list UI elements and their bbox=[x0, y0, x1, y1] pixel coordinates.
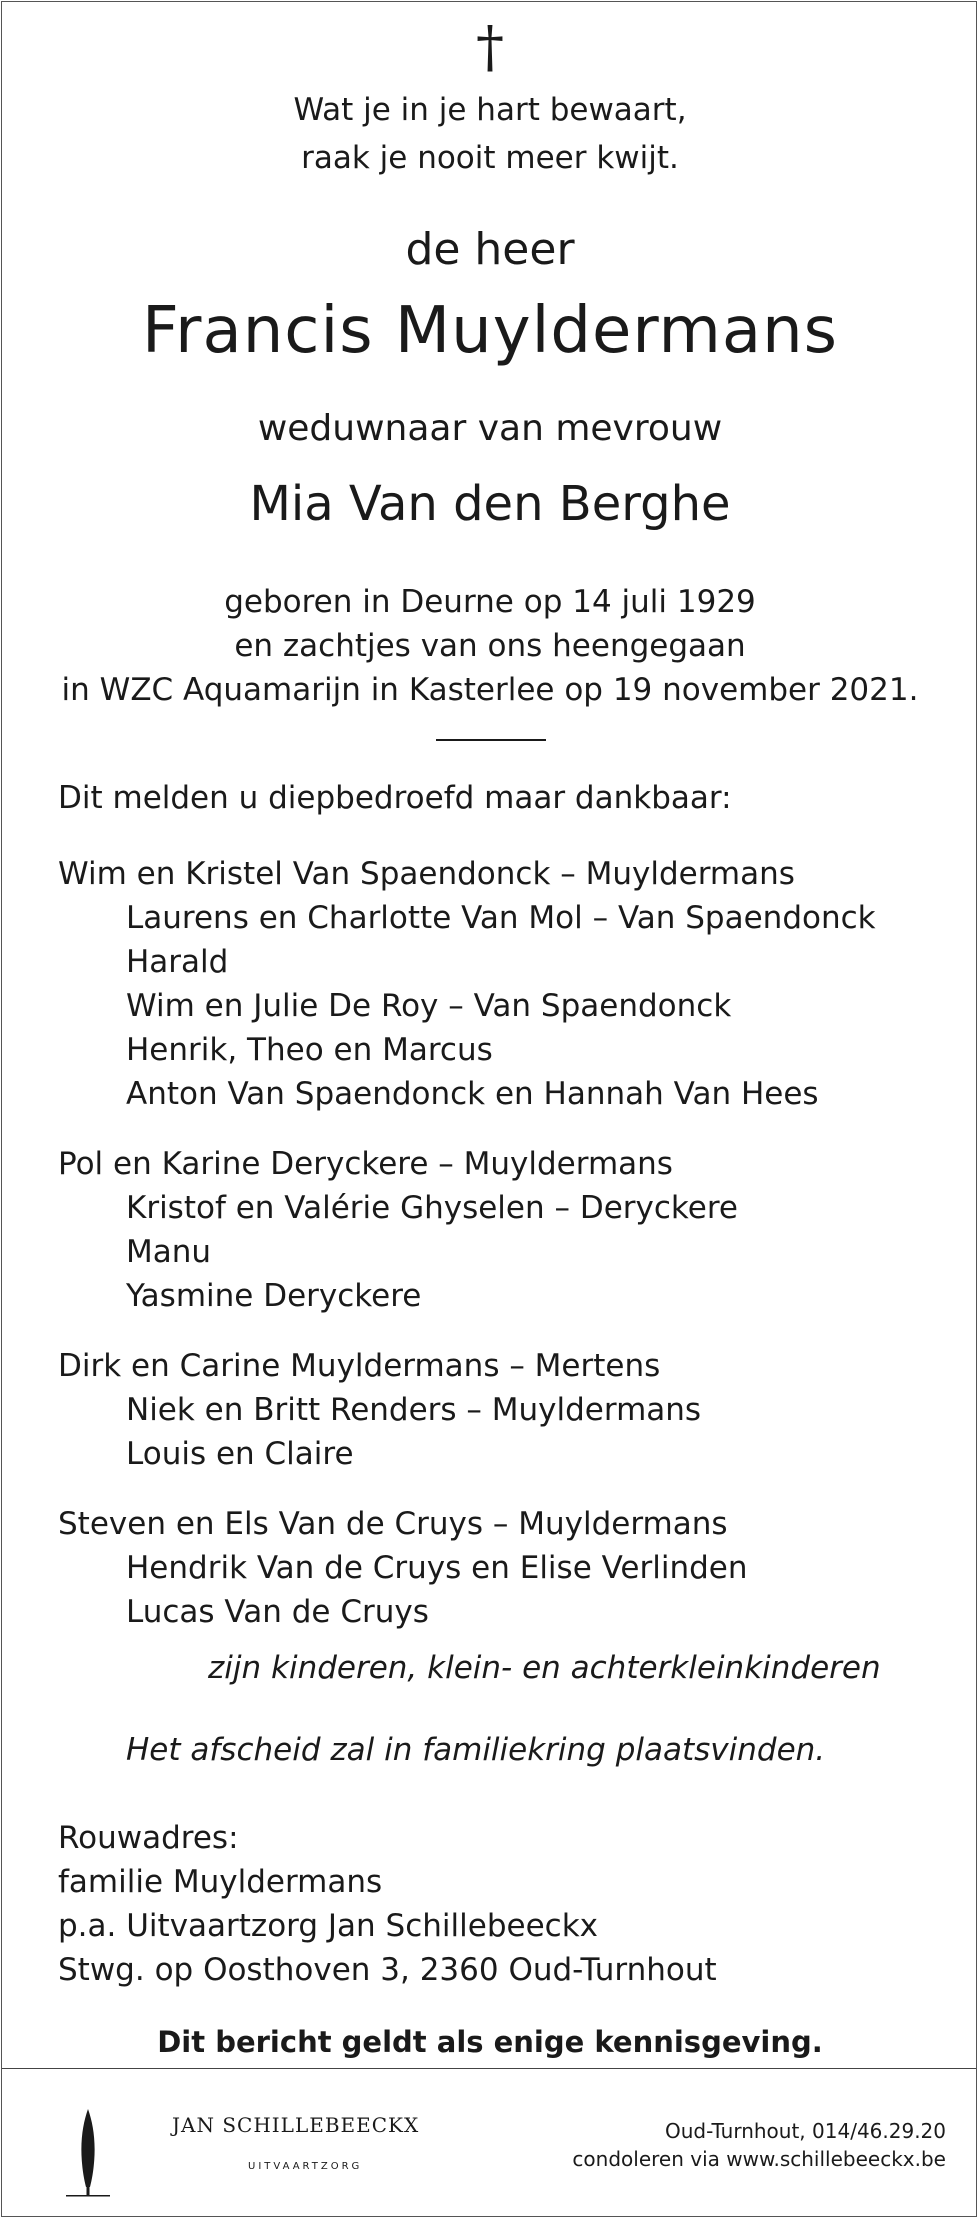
separator-line bbox=[436, 739, 546, 741]
family-member: Wim en Julie De Roy – Van Spaendonck bbox=[126, 988, 732, 1024]
motto-line-1: Wat je in je hart bewaart, bbox=[293, 92, 687, 128]
relation-line: zijn kinderen, klein- en achterkleinkinderen bbox=[208, 1650, 881, 1686]
address-line: Stwg. op Oosthoven 3, 2360 Oud-Turnhout bbox=[58, 1952, 717, 1988]
brand-subtitle: UITVAARTZORG bbox=[248, 2161, 363, 2172]
brand-name: JAN SCHILLEBEECKX bbox=[172, 2113, 420, 2137]
family-member: Hendrik Van de Cruys en Elise Verlinden bbox=[126, 1550, 748, 1586]
family-head: Pol en Karine Deryckere – Muyldermans bbox=[58, 1146, 673, 1182]
family-member: Louis en Claire bbox=[126, 1436, 354, 1472]
announcement: Dit melden u diepbedroefd maar dankbaar: bbox=[58, 780, 732, 816]
contact-phone: Oud-Turnhout, 014/46.29.20 bbox=[664, 2119, 946, 2143]
passing-line: en zachtjes van ons heengegaan bbox=[234, 628, 746, 664]
family-head: Steven en Els Van de Cruys – Muyldermans bbox=[58, 1506, 728, 1542]
family-head: Dirk en Carine Muyldermans – Mertens bbox=[58, 1348, 661, 1384]
family-member: Manu bbox=[126, 1234, 212, 1270]
spouse-name: Mia Van den Berghe bbox=[249, 476, 731, 532]
address-line: familie Muyldermans bbox=[58, 1864, 383, 1900]
family-member: Laurens en Charlotte Van Mol – Van Spaendonck bbox=[126, 900, 876, 936]
address-label: Rouwadres: bbox=[58, 1820, 239, 1856]
family-member: Kristof en Valérie Ghyselen – Deryckere bbox=[126, 1190, 738, 1226]
place-date-line: in WZC Aquamarijn in Kasterlee op 19 november 2021. bbox=[61, 672, 919, 708]
family-head: Wim en Kristel Van Spaendonck – Muyldermans bbox=[58, 856, 795, 892]
birth-line: geboren in Deurne op 14 juli 1929 bbox=[224, 584, 756, 620]
family-member: Niek en Britt Renders – Muyldermans bbox=[126, 1392, 702, 1428]
family-member: Harald bbox=[126, 944, 229, 980]
widow-of-label: weduwnaar van mevrouw bbox=[257, 408, 723, 449]
footer bbox=[2, 2068, 977, 2217]
farewell-line: Het afscheid zal in familiekring plaatsvinden. bbox=[126, 1732, 826, 1768]
contact-website[interactable]: condoleren via www.schillebeeckx.be bbox=[572, 2147, 946, 2171]
notice-line: Dit bericht geldt als enige kennisgeving. bbox=[157, 2025, 823, 2059]
cross-icon: † bbox=[476, 15, 504, 80]
motto-line-2: raak je nooit meer kwijt. bbox=[301, 140, 679, 176]
family-member: Lucas Van de Cruys bbox=[126, 1594, 429, 1630]
family-member: Henrik, Theo en Marcus bbox=[126, 1032, 493, 1068]
cypress-tree-icon bbox=[66, 2107, 110, 2203]
address-line: p.a. Uitvaartzorg Jan Schillebeeckx bbox=[58, 1908, 598, 1944]
honorific: de heer bbox=[405, 224, 575, 275]
obituary-notice bbox=[1, 1, 977, 2217]
family-member: Yasmine Deryckere bbox=[126, 1278, 422, 1314]
family-member: Anton Van Spaendonck en Hannah Van Hees bbox=[126, 1076, 819, 1112]
deceased-name: Francis Muyldermans bbox=[142, 294, 838, 368]
